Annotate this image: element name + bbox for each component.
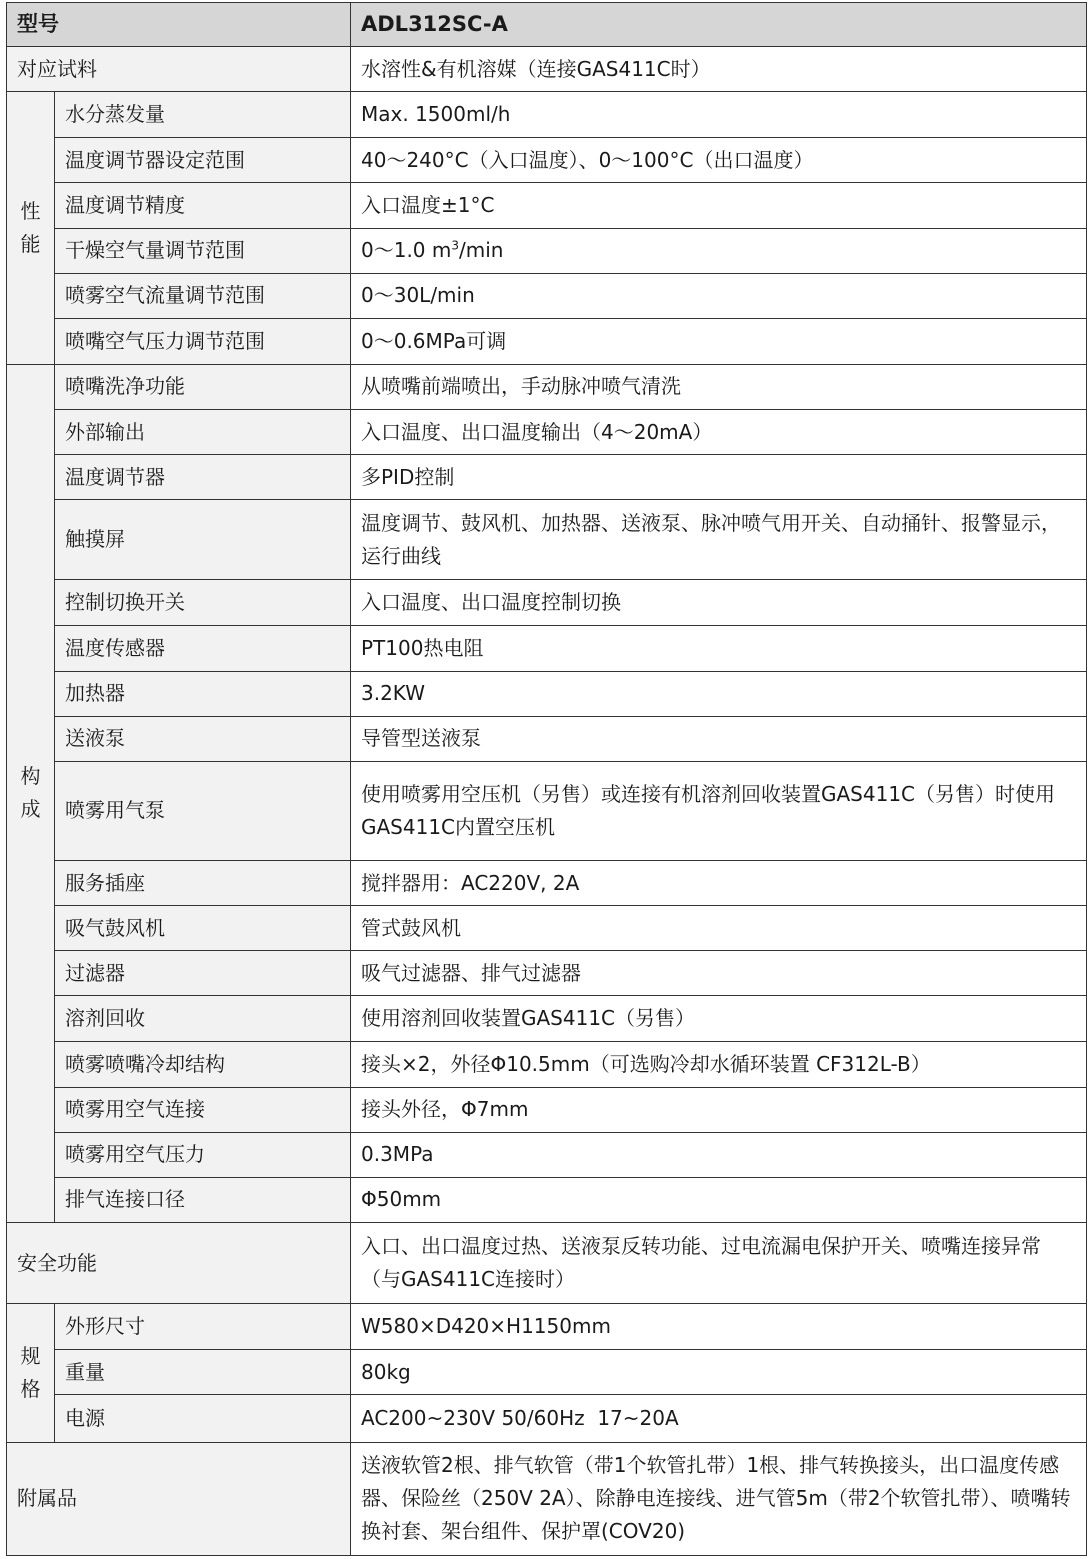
row-label: 喷雾喷嘴冷却结构 bbox=[55, 1041, 351, 1087]
row-label: 温度调节器 bbox=[55, 455, 351, 500]
row-value: 吸气过滤器、排气过滤器 bbox=[351, 951, 1087, 996]
construction-row bbox=[7, 996, 1087, 1041]
specs-row bbox=[7, 1304, 1087, 1350]
construction-row bbox=[7, 409, 1087, 454]
header-value: ADL312SC-A bbox=[351, 3, 1087, 47]
row-label: 温度调节精度 bbox=[55, 183, 351, 228]
row-label: 喷雾空气流量调节范围 bbox=[55, 273, 351, 318]
row-value: 3.2KW bbox=[351, 671, 1087, 716]
header-label: 型号 bbox=[7, 3, 351, 47]
accessories-value: 送液软管2根、排气软管（带1个软管扎带）1根、排气转换接头，出口温度传感器、保险丝（250V 2A）、除静电连接线、进气管5m（带2个软管扎带）、喷嘴转换衬套、架台组件、保护罩(COV20) bbox=[351, 1442, 1087, 1556]
row-value: 接头×2，外径Φ10.5mm（可选购冷却水循环装置 CF312L-B） bbox=[351, 1041, 1087, 1087]
safety-label: 安全功能 bbox=[7, 1222, 351, 1303]
row-label: 重量 bbox=[55, 1350, 351, 1395]
row-label: 送液泵 bbox=[55, 716, 351, 761]
header-row bbox=[7, 3, 1087, 47]
row-label: 喷雾用空气压力 bbox=[55, 1132, 351, 1177]
row-value: 使用溶剂回收装置GAS411C（另售） bbox=[351, 996, 1087, 1041]
construction-group-label: 构 成 bbox=[7, 364, 55, 1222]
row-label: 吸气鼓风机 bbox=[55, 906, 351, 951]
specs-row bbox=[7, 1395, 1087, 1442]
performance-row bbox=[7, 183, 1087, 228]
performance-row bbox=[7, 138, 1087, 183]
accessories-row bbox=[7, 1442, 1087, 1556]
row-label: 外形尺寸 bbox=[55, 1304, 351, 1350]
construction-row bbox=[7, 1087, 1087, 1132]
performance-row bbox=[7, 273, 1087, 318]
row-label: 喷嘴洗净功能 bbox=[55, 364, 351, 409]
row-value: 管式鼓风机 bbox=[351, 906, 1087, 951]
row-value: 40～240°C（入口温度）、0～100°C（出口温度） bbox=[351, 138, 1087, 183]
construction-row bbox=[7, 1177, 1087, 1222]
construction-row bbox=[7, 455, 1087, 500]
row-value: 接头外径，Φ7mm bbox=[351, 1087, 1087, 1132]
row-value: 搅拌器用：AC220V, 2A bbox=[351, 861, 1087, 906]
performance-group-label: 性 能 bbox=[7, 92, 55, 365]
construction-row bbox=[7, 716, 1087, 761]
row-label: 水分蒸发量 bbox=[55, 92, 351, 138]
row-label: 喷雾用气泵 bbox=[55, 761, 351, 860]
row-label: 触摸屏 bbox=[55, 500, 351, 580]
row-value: 导管型送液泵 bbox=[351, 716, 1087, 761]
row-label: 干燥空气量调节范围 bbox=[55, 228, 351, 273]
applicable-label: 对应试料 bbox=[7, 47, 351, 92]
row-value: 0～30L/min bbox=[351, 273, 1087, 318]
row-value: 0～0.6MPa可调 bbox=[351, 318, 1087, 364]
row-label: 控制切换开关 bbox=[55, 580, 351, 625]
construction-row bbox=[7, 671, 1087, 716]
spec-table bbox=[6, 2, 1087, 1556]
specs-row bbox=[7, 1350, 1087, 1395]
row-value: W580×D420×H1150mm bbox=[351, 1304, 1087, 1350]
construction-row bbox=[7, 580, 1087, 625]
construction-row bbox=[7, 500, 1087, 580]
row-label: 外部输出 bbox=[55, 409, 351, 454]
specs-group-label: 规 格 bbox=[7, 1304, 55, 1442]
row-value: 温度调节、鼓风机、加热器、送液泵、脉冲喷气用开关、自动捅针、报警显示，运行曲线 bbox=[351, 500, 1087, 580]
row-value: Max. 1500ml/h bbox=[351, 92, 1087, 138]
row-label: 服务插座 bbox=[55, 861, 351, 906]
performance-row bbox=[7, 92, 1087, 138]
row-label: 电源 bbox=[55, 1395, 351, 1442]
safety-value: 入口、出口温度过热、送液泵反转功能、过电流漏电保护开关、喷嘴连接异常（与GAS411C连接时） bbox=[351, 1222, 1087, 1303]
row-value: AC200~230V 50/60Hz 17~20A bbox=[351, 1395, 1087, 1442]
construction-row bbox=[7, 625, 1087, 671]
construction-row bbox=[7, 1132, 1087, 1177]
row-label: 排气连接口径 bbox=[55, 1177, 351, 1222]
row-label: 溶剂回收 bbox=[55, 996, 351, 1041]
row-value: 从喷嘴前端喷出，手动脉冲喷气清洗 bbox=[351, 364, 1087, 409]
applicable-value: 水溶性&有机溶媒（连接GAS411C时） bbox=[351, 47, 1087, 92]
construction-row bbox=[7, 364, 1087, 409]
row-value: 入口温度±1°C bbox=[351, 183, 1087, 228]
applicable-row bbox=[7, 47, 1087, 92]
construction-row bbox=[7, 951, 1087, 996]
row-value: 多PID控制 bbox=[351, 455, 1087, 500]
row-label: 加热器 bbox=[55, 671, 351, 716]
row-value: Φ50mm bbox=[351, 1177, 1087, 1222]
accessories-label: 附属品 bbox=[7, 1442, 351, 1556]
row-value: 0～1.0 $m^3/\min$ bbox=[351, 228, 1087, 273]
performance-row bbox=[7, 318, 1087, 364]
construction-row bbox=[7, 906, 1087, 951]
row-value: 入口温度、出口温度输出（4～20mA） bbox=[351, 409, 1087, 454]
row-label: 温度调节器设定范围 bbox=[55, 138, 351, 183]
row-label: 温度传感器 bbox=[55, 625, 351, 671]
row-value: PT100热电阻 bbox=[351, 625, 1087, 671]
row-value: 使用喷雾用空压机（另售）或连接有机溶剂回收装置GAS411C（另售）时使用GAS411C内置空压机 bbox=[351, 761, 1087, 860]
row-value: 80kg bbox=[351, 1350, 1087, 1395]
row-label: 过滤器 bbox=[55, 951, 351, 996]
performance-row bbox=[7, 228, 1087, 273]
row-value: 0.3MPa bbox=[351, 1132, 1087, 1177]
row-label: 喷嘴空气压力调节范围 bbox=[55, 318, 351, 364]
row-value: 入口温度、出口温度控制切换 bbox=[351, 580, 1087, 625]
row-label: 喷雾用空气连接 bbox=[55, 1087, 351, 1132]
construction-row bbox=[7, 861, 1087, 906]
construction-row bbox=[7, 761, 1087, 860]
construction-row bbox=[7, 1041, 1087, 1087]
safety-row bbox=[7, 1222, 1087, 1303]
